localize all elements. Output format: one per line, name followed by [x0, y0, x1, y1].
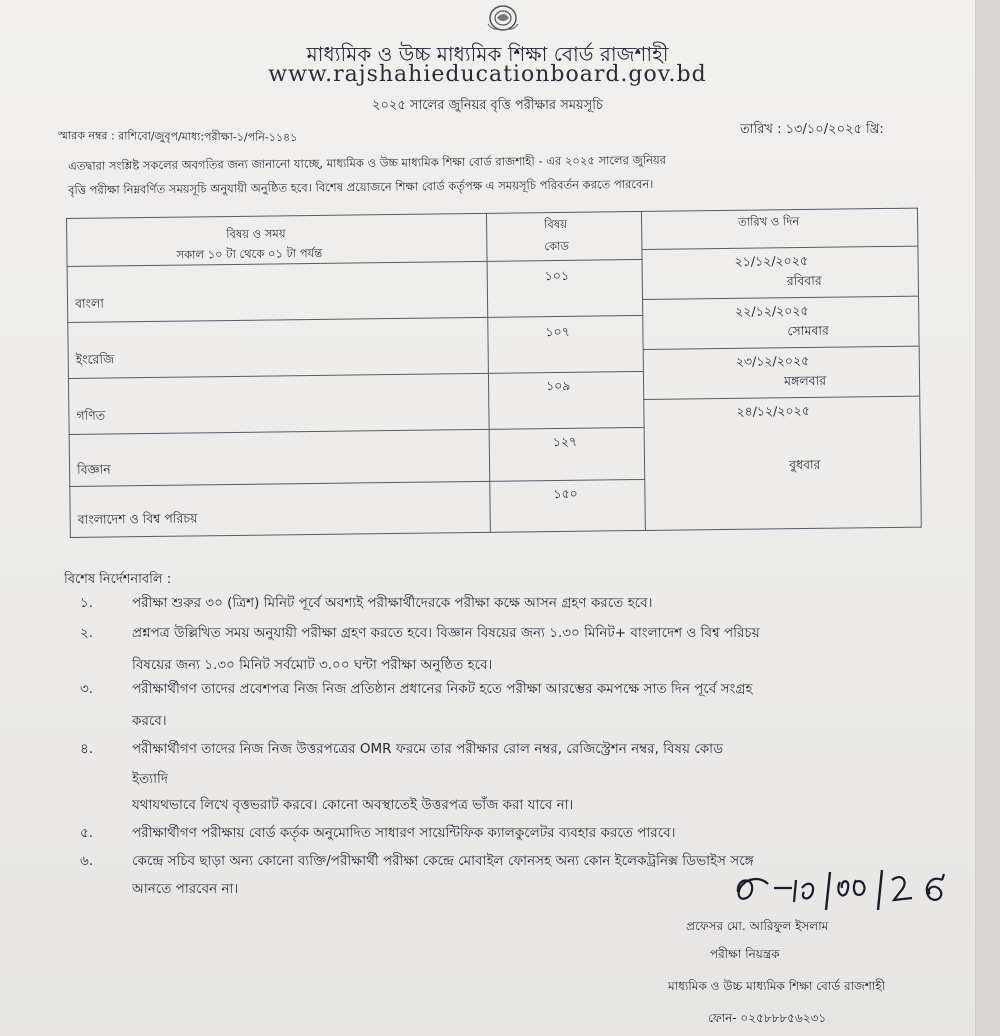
header-time-range: সকাল ১০ টা থেকে ০১ টা পর্যন্ত	[176, 245, 323, 262]
instruction-text: কেন্দ্রে সচিব ছাড়া অন্য কোনো ব্যক্তি/পরীক্ষার্থী পরীক্ষা কেন্দ্রে মোবাইল ফোনসহ অন্য কোন ইলেকট্রনিক্স ডিভাইস সঙ্গে	[132, 853, 754, 869]
instruction-number: ৪.	[80, 741, 94, 757]
instruction-text: বিষয়ের জন্য ১.৩০ মিনিট সর্বমোট ৩.০০ ঘন্টা পরীক্ষা অনুষ্ঠিত হবে।	[132, 657, 493, 673]
signatory-designation: পরীক্ষা নিয়ন্ত্রক	[710, 947, 780, 961]
header-code-line2: কোড	[544, 238, 569, 254]
handwritten-signature-date	[730, 858, 980, 918]
instruction-text: আনতে পারবেন না।	[132, 881, 239, 897]
table-row-code: ১৫০	[553, 485, 578, 502]
instruction-text: পরীক্ষা শুরুর ৩০ (ত্রিশ) মিনিট পূর্বে অবশ্যই পরীক্ষার্থীদেরকে পরীক্ষা কক্ষে আসন গ্রহণ করতে হবে।	[132, 595, 653, 611]
table-row-day: রবিবার	[786, 272, 822, 289]
table-row-code: ১০৯	[545, 377, 571, 394]
board-name: মাধ্যমিক ও উচ্চ মাধ্যমিক শিক্ষা বোর্ড রাজশাহী	[306, 42, 669, 66]
table-row-date: ২২/১২/২০২৫	[735, 302, 809, 319]
table-row-subject: বাংলা	[74, 295, 105, 311]
table-row-day: সোমবার	[787, 322, 829, 339]
instruction-text: করবে।	[132, 713, 167, 729]
table-row-subject: বিজ্ঞান	[76, 461, 111, 477]
instruction-text: যথাযথভাবে লিখে বৃত্তভরাট করবে। কোনো অবস্থাতেই উত্তরপত্র ভাঁজ করা যাবে না।	[132, 797, 574, 813]
table-row-date: ২৪/১২/২০২৫	[736, 402, 810, 419]
instructions-title: বিশেষ নির্দেশনাবলি :	[64, 572, 172, 587]
issue-date: তারিখ : ১৩/১০/২০২৫ খ্রি:	[740, 122, 884, 137]
instruction-number: ৫.	[80, 825, 94, 841]
instruction-number: ৩.	[80, 681, 94, 697]
table-row-subject: গণিত	[76, 407, 106, 423]
table-row-day: মঙ্গলবার	[783, 372, 827, 389]
table-row-date: ২১/১২/২০২৫	[734, 252, 809, 269]
table-row-code: ১০১	[544, 267, 570, 284]
table-row-subject: ইংরেজি	[75, 351, 115, 367]
header-date-day: তারিখ ও দিন	[738, 214, 800, 229]
page-edge-shadow	[975, 0, 1000, 1036]
signatory-name: প্রফেসর মো. আরিফুল ইসলাম	[686, 919, 829, 933]
table-row-subject: বাংলাদেশ ও বিশ্ব পরিচয়	[77, 510, 198, 527]
intro-line-1: এতদ্বারা সংশ্লিষ্ট সকলের অবগতির জন্য জানানো যাচ্ছে, মাধ্যমিক ও উচ্চ মাধ্যমিক শিক্ষা বোর্ড রাজশাহী - এর ২০২৫ সালের জুনিয়র	[68, 152, 667, 173]
header-subject-time: বিষয় ও সময়	[226, 226, 286, 242]
table-row-day: বুধবার	[788, 456, 821, 473]
intro-line-2: বৃত্তি পরীক্ষা নিম্নবর্ণিত সময়সূচি অনুযায়ী অনুষ্ঠিত হবে। বিশেষ প্রয়োজনে শিক্ষা বোর্ড কর্তৃপক্ষ এ সময়সূচি পরিবর্তন করতে পারবেন।	[68, 176, 654, 197]
document-subtitle: ২০২৫ সালের জুনিয়র বৃত্তি পরীক্ষার সময়সূচি	[372, 98, 603, 113]
table-row-date: ২৩/১২/২০২৫	[735, 352, 810, 369]
instruction-number: ২.	[80, 625, 94, 641]
signatory-phone: ফোন- ০২৫৮৮৮৫৬২৩১	[708, 1011, 827, 1025]
instruction-text: পরীক্ষার্থীগণ তাদের প্রবেশপত্র নিজ নিজ প্রতিষ্ঠান প্রধানের নিকট হতে পরীক্ষা আরম্ভের কমপক্ষে সাত দিন পূর্বে সংগ্রহ	[132, 681, 753, 697]
table-row-code: ১০৭	[545, 323, 570, 340]
exam-schedule-table	[66, 208, 922, 538]
header-code-line1: বিষয়	[544, 216, 568, 232]
instruction-text: ইত্যাদি	[132, 771, 168, 787]
instruction-text: পরীক্ষার্থীগণ তাদের নিজ নিজ উত্তরপত্রের OMR ফরমে তার পরীক্ষার রোল নম্বর, রেজিস্ট্রেশন নম্বর, বিষয় কোড	[132, 741, 724, 757]
instruction-text: পরীক্ষার্থীগণ পরীক্ষায় বোর্ড কর্তৃক অনুমোদিত সাধারণ সায়েন্টিফিক ক্যালকুলেটর ব্যবহার করতে পারবে।	[132, 825, 676, 841]
website-url: www.rajshahieducationboard.gov.bd	[268, 62, 707, 87]
instruction-text: প্রশ্নপত্র উল্লিখিত সময় অনুযায়ী পরীক্ষা গ্রহণ করতে হবে। বিজ্ঞান বিষয়ের জন্য ১.৩০ মিনিট+ বাংলাদেশ ও বিশ্ব পরিচয়	[132, 625, 760, 641]
table-row-code: ১২৭	[552, 433, 578, 450]
signatory-office: মাধ্যমিক ও উচ্চ মাধ্যমিক শিক্ষা বোর্ড রাজশাহী	[668, 979, 886, 993]
board-seal-logo	[482, 2, 524, 34]
memo-number: স্মারক নম্বর : রাশিবো/জুবৃপ/মাধ্য:পরীক্ষা-১/পনি-১১৪১	[57, 128, 298, 145]
instruction-number: ৬.	[80, 853, 94, 869]
instruction-number: ১.	[80, 595, 94, 611]
